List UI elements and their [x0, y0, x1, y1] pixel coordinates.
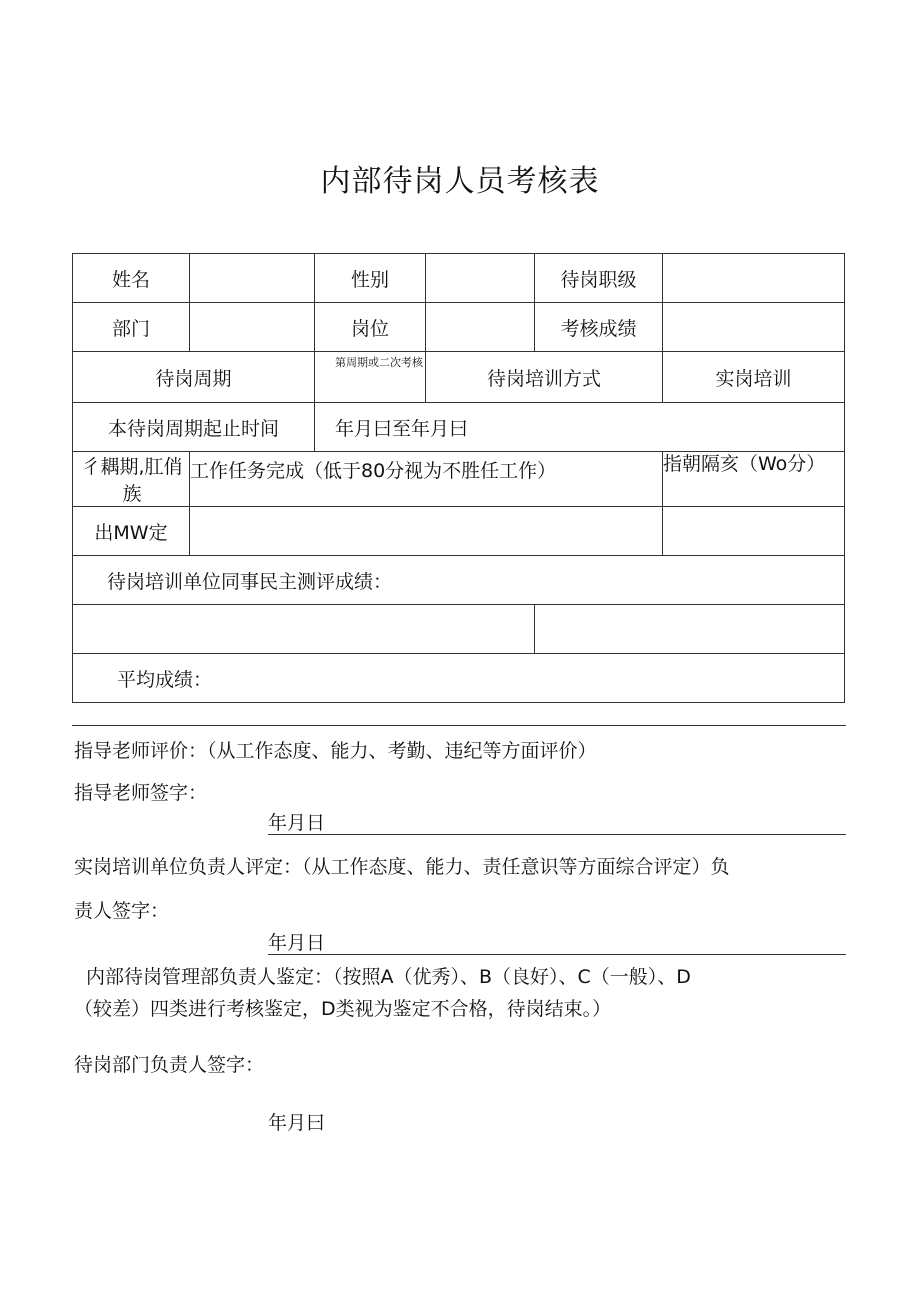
divider	[72, 725, 846, 726]
right-field[interactable]	[663, 507, 845, 556]
dept-sign-label: 待岗部门负责人签字：	[74, 1054, 265, 1076]
left-label-1: 彳耦期,肛俏族	[73, 452, 190, 507]
left-label-2: 出MW定	[73, 507, 190, 556]
period-note: 第周期或二次考核	[315, 352, 426, 403]
page-title: 内部待岗人员考核表	[320, 164, 600, 199]
table-row	[73, 254, 845, 303]
gender-field[interactable]	[426, 254, 535, 303]
training-mode-label: 待岗培训方式	[426, 352, 663, 403]
date-1: 年月日	[268, 812, 326, 834]
avg-label: 平均成绩：	[73, 654, 845, 703]
table-row	[73, 507, 845, 556]
date-3: 年月曰	[268, 1112, 326, 1134]
mentor-eval: 指导老师评价：（从工作态度、能力、考勤、违纪等方面评价）	[74, 740, 597, 762]
post-field[interactable]	[426, 303, 535, 352]
time-value: 年月曰至年月曰	[315, 403, 845, 452]
signature-line-2	[268, 954, 846, 955]
table-row	[73, 303, 845, 352]
peer-label: 待岗培训单位同事民主测评成绩：	[73, 556, 845, 605]
name-label: 姓名	[73, 254, 190, 303]
mentor-sign-label: 指导老师签字：	[74, 782, 208, 804]
dept-field[interactable]	[190, 303, 315, 352]
right-label: 指朝隔亥（Wo分）	[663, 452, 845, 507]
task-label: 工作任务完成（低于80分视为不胜任工作）	[190, 452, 663, 507]
table-row	[73, 605, 845, 654]
peer-field-left[interactable]	[73, 605, 535, 654]
peer-field-right[interactable]	[535, 605, 845, 654]
date-2: 年月日	[268, 932, 326, 954]
time-label: 本待岗周期起止时间	[73, 403, 315, 452]
table-row	[73, 654, 845, 703]
table-row	[73, 352, 845, 403]
mgmt-eval-2: （较差）四类进行考核鉴定，D类视为鉴定不合格，待岗结束。）	[74, 998, 612, 1020]
task-field[interactable]	[190, 507, 663, 556]
score-field[interactable]	[663, 303, 845, 352]
level-label: 待岗职级	[535, 254, 663, 303]
training-mode-value: 实岗培训	[663, 352, 845, 403]
table-row	[73, 452, 845, 507]
post-label: 岗位	[315, 303, 426, 352]
table-row	[73, 403, 845, 452]
name-field[interactable]	[190, 254, 315, 303]
table-row	[73, 556, 845, 605]
level-field[interactable]	[663, 254, 845, 303]
assessment-table	[72, 253, 845, 703]
gender-label: 性别	[315, 254, 426, 303]
period-label: 待岗周期	[73, 352, 315, 403]
score-label: 考核成绩	[535, 303, 663, 352]
mgmt-eval-1: 内部待岗管理部负责人鉴定：（按照A（优秀）、B（良好）、C（一般）、D	[86, 966, 691, 988]
unit-eval-cont: 责人签字：	[74, 900, 170, 922]
unit-eval: 实岗培训单位负责人评定：（从工作态度、能力、责任意识等方面综合评定）负	[74, 856, 730, 878]
dept-label: 部门	[73, 303, 190, 352]
signature-line-1	[268, 834, 846, 835]
